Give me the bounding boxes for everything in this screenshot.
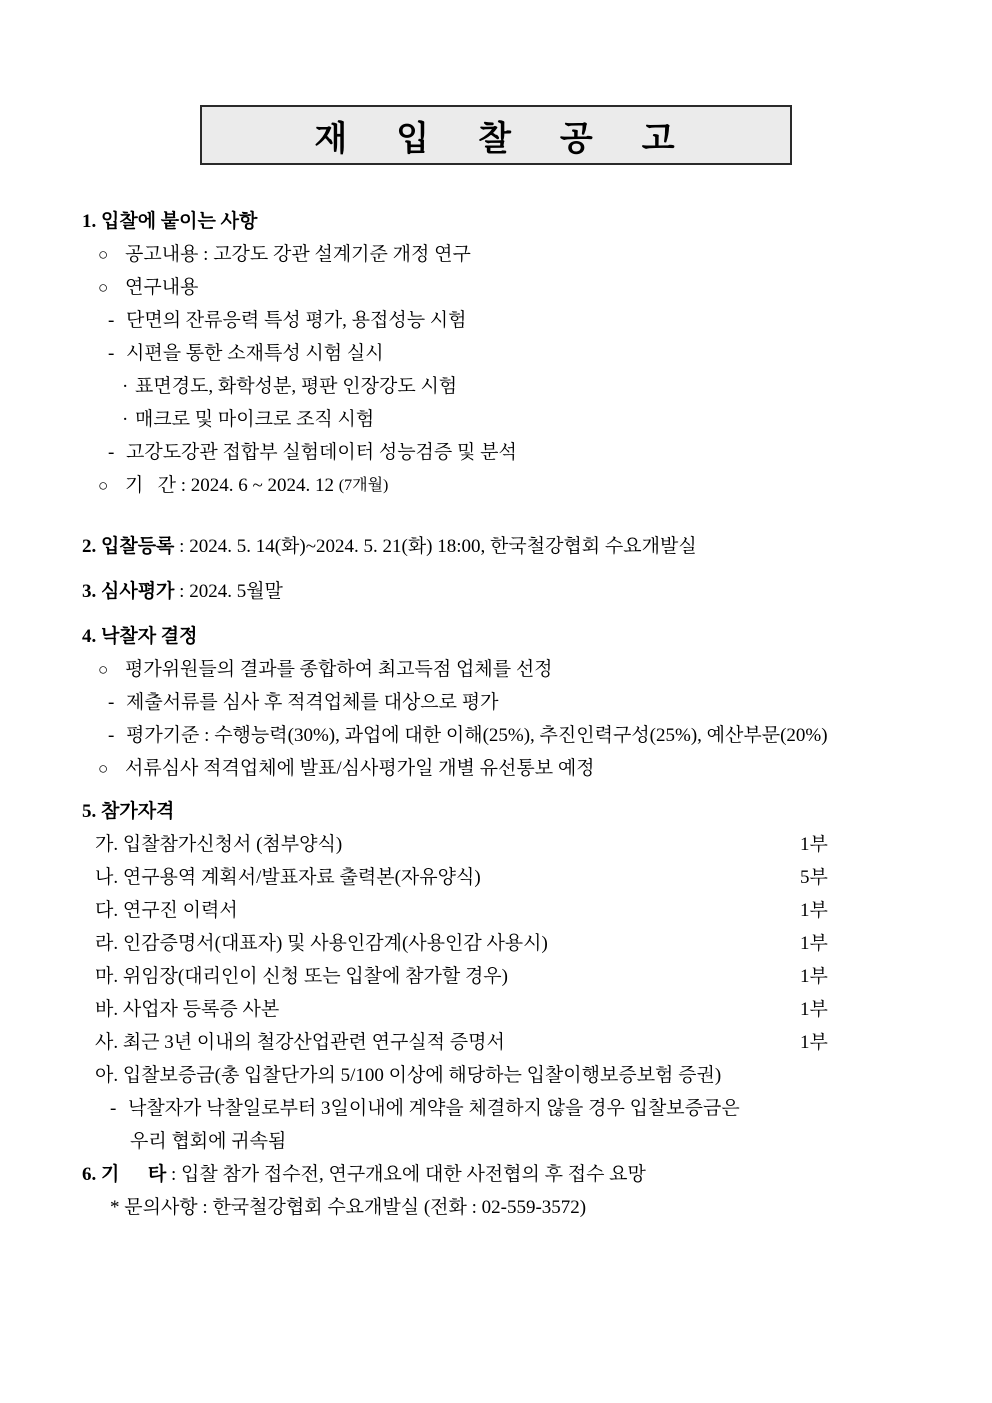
section-2-heading: 2. 입찰등록 <box>82 536 175 557</box>
section-3-line <box>82 575 952 608</box>
s5-item-count: 1부 <box>800 966 828 987</box>
s5-item-resume <box>82 894 952 927</box>
dash-bullet: - <box>108 725 115 746</box>
s5-note-line-1 <box>82 1092 952 1125</box>
circle-bullet: ○ <box>98 245 109 264</box>
s5-item-label: 마. 위임장(대리인이 신청 또는 입찰에 참가할 경우) <box>95 966 508 987</box>
s5-note-text: 낙찰자가 낙찰일로부터 3일이내에 계약을 체결하지 않을 경우 입찰보증금은 <box>128 1098 740 1119</box>
s5-item-count: 1부 <box>800 1032 828 1053</box>
s4-line-document-review <box>82 686 952 719</box>
s1-line-text: 연구내용 <box>125 277 199 298</box>
s5-item-label: 다. 연구진 이력서 <box>95 900 238 921</box>
section-2-value: : 2024. 5. 14(화)~2024. 5. 21(화) 18:00, 한국철강협회 수요개발실 <box>174 536 697 557</box>
s5-item-label: 라. 인감증명서(대표자) 및 사용인감계(사용인감 사용시) <box>95 933 548 954</box>
s5-item-count: 1부 <box>800 999 828 1020</box>
section-3-heading: 3. 심사평가 <box>82 581 175 602</box>
s5-item-label: 나. 연구용역 계획서/발표자료 출력본(자유양식) <box>95 867 481 888</box>
s5-item-power-of-attorney <box>82 960 952 993</box>
section-6-line <box>82 1158 952 1191</box>
s5-item-label: 가. 입찰참가신청서 (첨부양식) <box>95 834 343 855</box>
s5-item-bid-bond <box>82 1059 952 1092</box>
s4-line-notification <box>82 752 952 785</box>
s1-line-text: 시편을 통한 소재특성 시험 실시 <box>126 343 384 364</box>
s5-item-count: 1부 <box>800 900 828 921</box>
s4-line-committee <box>82 653 952 686</box>
s5-item-seal-certificate <box>82 927 952 960</box>
s1-line-macro-micro <box>82 403 952 436</box>
s4-line-text: 평가기준 : 수행능력(30%), 과업에 대한 이해(25%), 추진인력구성(25%), 예산부문(20%) <box>126 725 828 746</box>
s5-note-line-2 <box>82 1125 952 1158</box>
s5-item-count: 1부 <box>800 933 828 954</box>
section-5-heading: 5. 참가자격 <box>82 801 175 822</box>
s4-line-text: 서류심사 적격업체에 발표/심사평가일 개별 유선통보 예정 <box>125 758 595 779</box>
s5-item-plan <box>82 861 952 894</box>
contact-info-line: * 문의사항 : 한국철강협회 수요개발실 (전화 : 02-559-3572) <box>110 1197 587 1218</box>
s5-item-research-record <box>82 1026 952 1059</box>
dot-bullet: · <box>122 409 129 430</box>
s1-line-specimen-test <box>82 337 952 370</box>
dash-bullet: - <box>110 1098 117 1119</box>
s1-line-text: 공고내용 : 고강도 강관 설계기준 개정 연구 <box>125 244 471 265</box>
dash-bullet: - <box>108 692 115 713</box>
s1-line-period <box>82 469 952 502</box>
circle-bullet: ○ <box>98 759 109 778</box>
s1-line-text: 고강도강관 접합부 실험데이터 성능검증 및 분석 <box>126 442 517 463</box>
s1-line-text: 매크로 및 마이크로 조직 시험 <box>135 409 375 430</box>
period-duration-note: (7개월) <box>338 477 389 494</box>
s1-line-surface-hardness <box>82 370 952 403</box>
s1-line-announcement <box>82 238 952 271</box>
dot-bullet: · <box>122 376 129 397</box>
section-2-line <box>82 530 952 563</box>
section-3-value: : 2024. 5월말 <box>174 581 283 602</box>
s5-item-business-license <box>82 993 952 1026</box>
dash-bullet: - <box>108 442 115 463</box>
s1-line-text: 기 간 : 2024. 6 ~ 2024. 12 <box>125 475 339 496</box>
page-title: 재 입 찰 공 고 <box>314 120 678 158</box>
s1-line-joint-verification <box>82 436 952 469</box>
s5-item-label: 바. 사업자 등록증 사본 <box>95 999 280 1020</box>
dash-bullet: - <box>108 310 115 331</box>
s1-line-research-content <box>82 271 952 304</box>
dash-bullet: - <box>108 343 115 364</box>
section-1-heading: 1. 입찰에 붙이는 사항 <box>82 211 258 232</box>
s5-item-application <box>82 828 952 861</box>
circle-bullet: ○ <box>98 660 109 679</box>
s5-item-label: 아. 입찰보증금(총 입찰단가의 5/100 이상에 해당하는 입찰이행보증보험 증권) <box>95 1065 722 1086</box>
section-6-value: : 입찰 참가 접수전, 연구개요에 대한 사전협의 후 접수 요망 <box>166 1164 646 1185</box>
s1-line-text: 단면의 잔류응력 특성 평가, 용접성능 시험 <box>126 310 467 331</box>
circle-bullet: ○ <box>98 278 109 297</box>
s4-line-text: 평가위원들의 결과를 종합하여 최고득점 업체를 선정 <box>125 659 553 680</box>
s5-note-text: 우리 협회에 귀속됨 <box>130 1131 287 1152</box>
title-box <box>200 105 792 165</box>
s5-item-count: 5부 <box>800 867 828 888</box>
section-6-heading: 6. 기 타 <box>82 1164 167 1185</box>
s1-line-residual-stress <box>82 304 952 337</box>
document-body <box>82 205 952 1224</box>
s1-line-text: 표면경도, 화학성분, 평판 인장강도 시험 <box>135 376 458 397</box>
circle-bullet: ○ <box>98 476 109 495</box>
section-4-heading: 4. 낙찰자 결정 <box>82 626 198 647</box>
s5-item-count: 1부 <box>800 834 828 855</box>
s4-line-text: 제출서류를 심사 후 적격업체를 대상으로 평가 <box>126 692 499 713</box>
s5-item-label: 사. 최근 3년 이내의 철강산업관련 연구실적 증명서 <box>95 1032 505 1053</box>
s4-line-criteria <box>82 719 952 752</box>
